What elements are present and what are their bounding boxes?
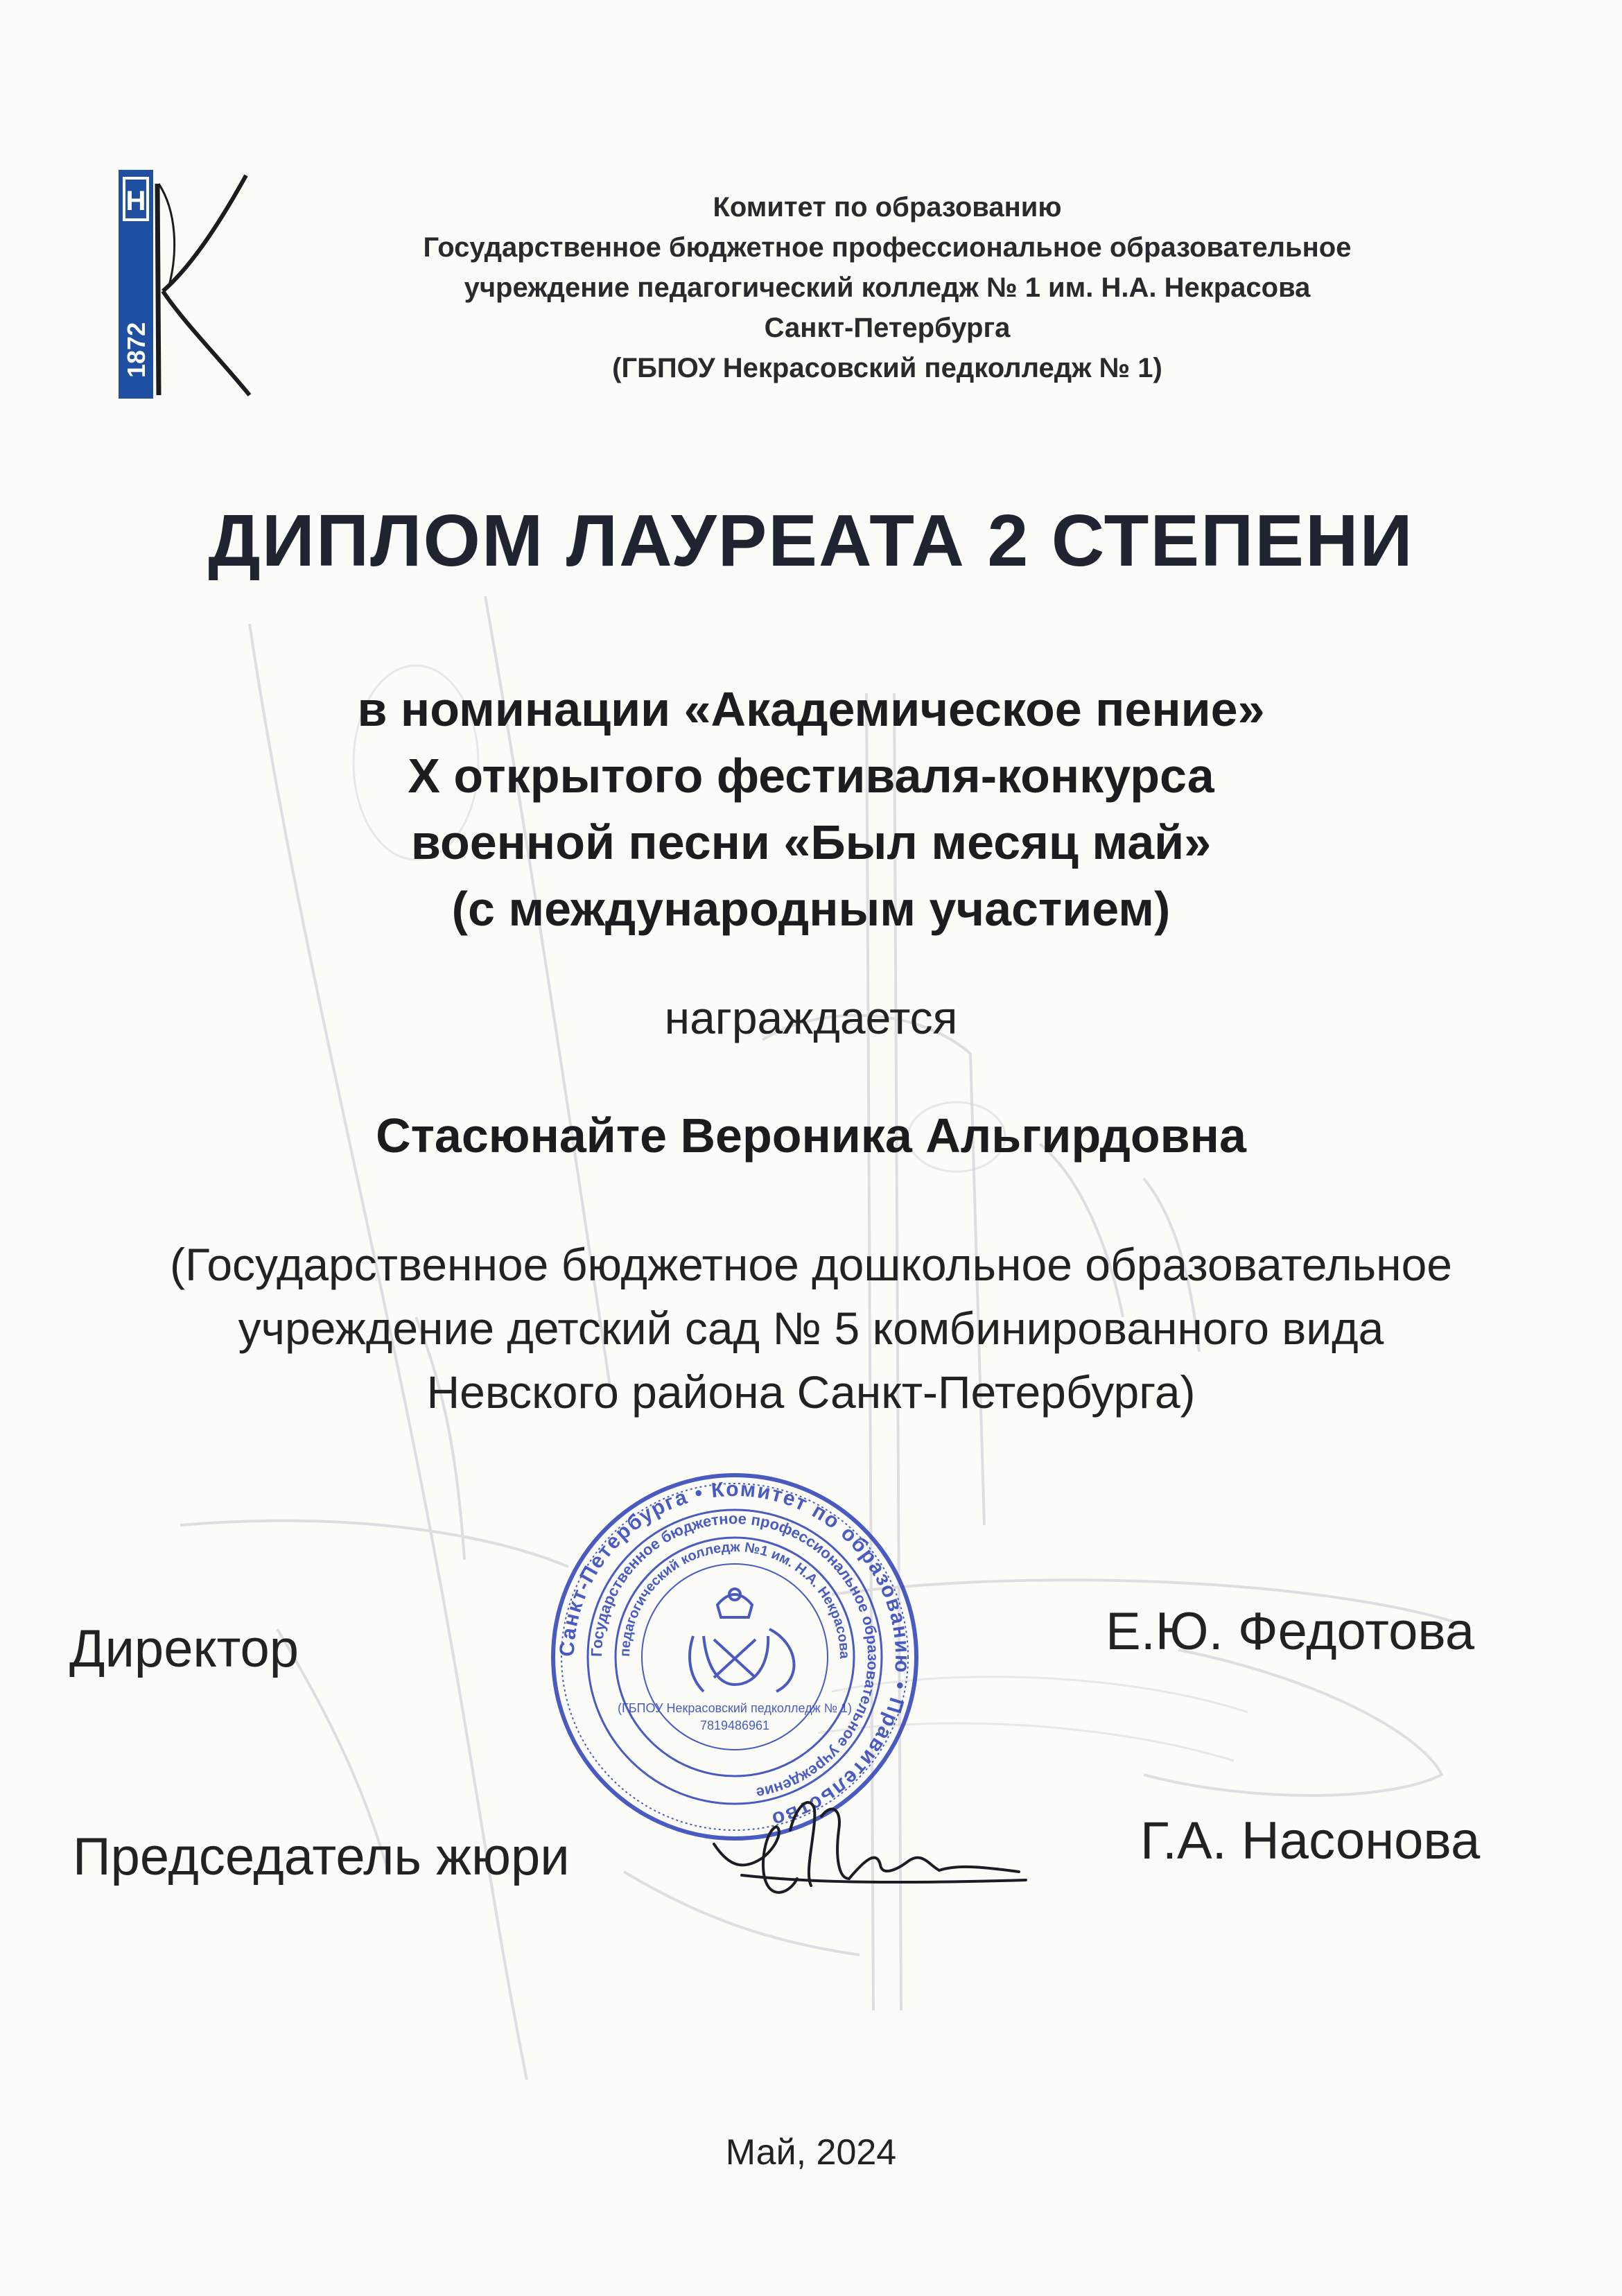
director-label: Директор [69,1619,299,1678]
director-name: Е.Ю. Федотова [1106,1602,1475,1661]
college-logo [114,170,253,399]
header-line-1: Комитет по образованию [713,192,1062,223]
stamp-inner-text: Государственное бюджетное профессиональное образовательное учреждение [587,1509,882,1802]
official-stamp [548,1470,922,1844]
jury-chair-name: Г.А. Насонова [1140,1811,1481,1870]
issuer-header [291,187,1483,388]
nomination-line-2: X открытого фестиваля-конкурса [408,749,1214,803]
nomination-line-4: (с международным участием) [451,882,1171,936]
header-line-2: Государственное бюджетное профессиональное образовательное [423,232,1352,263]
logo-letter-n: Н [125,186,146,216]
organization-line-3: Невского района Санкт-Петербурга) [426,1366,1196,1418]
diploma-title: ДИПЛОМ ЛАУРЕАТА 2 СТЕПЕНИ [208,500,1414,582]
header-line-5: (ГБПОУ Некрасовский педколледж № 1) [612,353,1162,383]
issue-date: Май, 2024 [725,2132,897,2173]
recipient-name: Стасюнайте Вероника Альгирдовна [376,1108,1246,1163]
nomination-line-1: в номинации «Академическое пение» [357,682,1265,736]
stamp-ring-text: педагогический колледж №1 им. Н.А. Некрасова [617,1539,853,1660]
jury-chair-label: Председатель жюри [73,1827,570,1886]
jury-chair-signature [700,1789,1040,1906]
stamp-number: 7819486961 [699,1719,770,1732]
organization-line-1: (Государственное бюджетное дошкольное образовательное [170,1239,1452,1290]
awarded-label: награждается [664,992,958,1043]
organization-line-2: учреждение детский сад № 5 комбинированного вида [238,1303,1384,1354]
recipient-organization [0,1233,1622,1424]
nomination-block [0,676,1622,942]
stamp-outer-text: Санкт-Петербурга • Комитет по образованию • Правительство [555,1477,914,1832]
stamp-core-text: (ГБПОУ Некрасовский педколледж № 1) [617,1701,853,1715]
logo-year: 1872 [122,322,150,378]
header-line-4: Санкт-Петербурга [764,313,1011,343]
header-line-3: учреждение педагогический колледж № 1 им. Н.А. Некрасова [464,272,1311,303]
nomination-line-3: военной песни «Был месяц май» [410,815,1212,869]
stamp-emblem-icon [690,1589,794,1691]
